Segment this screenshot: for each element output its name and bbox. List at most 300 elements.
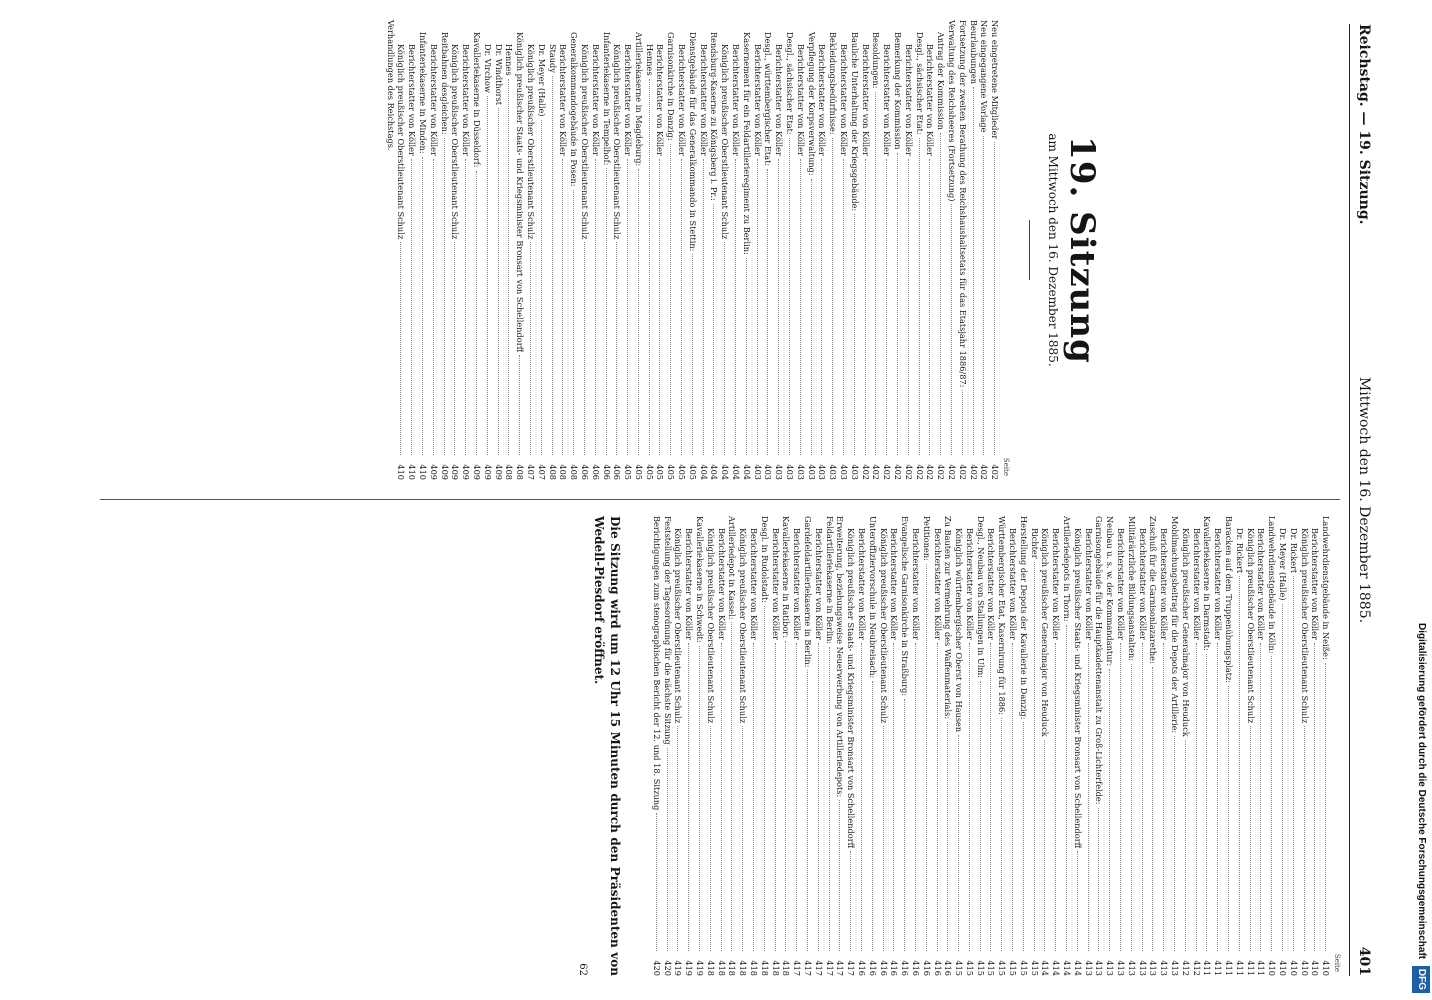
toc-entry-title: Desgl., sächsischer Etat: [785,32,796,135]
toc-leader-dots [800,159,801,455]
toc-entry [514,20,525,480]
toc-leader-dots [713,204,714,455]
toc-entry-title: Berichterstatter von Köller [1213,528,1224,640]
toc-leader-dots [1304,726,1305,951]
toc-entry-title: Neubau u. s. w. der Kommandantur: [1105,516,1116,667]
column-divider [100,499,1340,500]
toc-entry-page: 420 [651,960,662,976]
toc-leader-dots [915,643,916,951]
toc-entry-page: 403 [752,464,763,480]
toc-entry-title: Zuschuß für die Garnisonlazarethe: [1148,516,1159,664]
toc-entry [687,20,698,480]
toc-leader-dots [919,138,920,455]
toc-leader-dots [940,133,941,455]
toc-entry-page: 408 [515,464,526,480]
toc-entry-title: Richter [1029,528,1040,559]
toc-entry-page: 413 [1105,960,1116,976]
toc-leader-dots [1034,562,1035,951]
toc-leader-dots [983,136,984,455]
toc-entry-title: Berichterstatter von Köller [684,528,695,640]
toc-entry [1310,516,1321,976]
toc-entry-page: 416 [910,960,921,976]
toc-entry [482,20,493,480]
toc-entry-page: 403 [839,464,850,480]
toc-entry-title: Verwaltung des Reichsheeres (Fortsetzung) [947,20,958,202]
toc-entry-title: Baracken auf dem Truppenübungsplatz: [1224,516,1235,684]
toc-entry [1245,516,1256,976]
toc-entry-title: Kavalleriekaserne in Schwedt: [694,516,705,643]
toc-entry-title: Berichterstatter von Köller [986,528,997,640]
toc-entry [824,516,835,976]
toc-entry-title: Erweiterung, beziehungsweise Neuerwerbung von Artilleriedepots: [835,516,846,798]
toc-entry [536,20,547,480]
toc-entry-title: Berichterstatter von Köller [1256,528,1267,640]
toc-entry-title: Berichterstatter von Köller [1051,528,1062,640]
toc-leader-dots [1271,656,1272,951]
toc-leader-dots [764,606,765,951]
toc-entry-title: Gardefeldartilleriekaserne in Berlin: [802,516,813,668]
toc-leader-dots [667,748,668,951]
toc-entry [558,20,569,480]
toc-entry-page: 416 [921,960,932,976]
toc-entry-title: Verpflegung der Korpsverwaltung: [806,32,817,176]
toc-entry-title: Berichterstatter von Köller [1191,528,1202,640]
toc-entry-page: 405 [633,464,644,480]
toc-entry-title: Königlich preußischer Oberstlieutenant Schulz [579,44,590,240]
toc-entry-page: 416 [943,960,954,976]
toc-entry-page: 417 [792,960,803,976]
toc-entry-page: 402 [936,464,947,480]
toc-entry [406,20,417,480]
toc-entry [791,516,802,976]
toc-entry-title: Evangelische Garnisonkirche in Straßburg: [900,516,911,697]
toc-leader-dots [677,726,678,951]
toc-entry-page: 414 [1062,960,1073,976]
toc-leader-dots [1152,667,1153,951]
toc-entry [709,20,720,480]
toc-entry [460,20,471,480]
toc-leader-dots [670,144,671,455]
toc-entry-page: 415 [1008,960,1019,976]
toc-entry [968,20,979,480]
toc-entry [727,516,738,976]
toc-entry [964,516,975,976]
toc-entry-page: 403 [817,464,828,480]
toc-entry [737,516,748,976]
toc-entry [953,516,964,976]
toc-leader-dots [573,190,574,455]
toc-leader-dots [973,87,974,455]
toc-entry-page: 403 [828,464,839,480]
toc-leader-dots [1055,643,1056,951]
toc-leader-dots [411,159,412,455]
toc-entry-page: 405 [655,464,666,480]
toc-entry-page: 410 [417,464,428,480]
toc-entry [986,516,997,976]
toc-entry-title: Berichterstatter von Köller [932,528,943,640]
toc-entry-title: Berichterstatter von Köller [428,44,439,156]
toc-entry-page: 408 [504,464,515,480]
seite-label-left: Seite [1002,457,1010,476]
page-header [1349,24,1376,976]
toc-leader-dots [811,179,812,455]
toc-entry-page: 403 [785,464,796,480]
toc-leader-dots [649,79,650,455]
toc-entry [892,20,903,480]
toc-entry [1288,516,1299,976]
toc-leader-dots [778,159,779,455]
toc-leader-dots [1228,686,1229,951]
toc-entry-page: 406 [612,464,623,480]
toc-leader-dots [1109,669,1110,951]
toc-entry-title: Unteroffiziervorschule in Neubreisach: [867,516,878,679]
toc-entry [921,516,932,976]
toc-entry-title: Berichterstatter von Köller [792,528,803,640]
toc-leader-dots [1325,663,1326,951]
toc-entry-page: 405 [623,464,634,480]
toc-entry-title: Berichterstatter von Köller [1159,528,1170,640]
toc-entry-page: 414 [1072,960,1083,976]
toc-entry-title: Berichterstatter von Köller [752,44,763,156]
toc-entry-title: Berichterstatter von Köller [860,44,871,156]
toc-leader-dots [1217,643,1218,951]
toc-entry [1137,516,1148,976]
toc-leader-dots [785,641,786,951]
toc-entry-page: 410 [396,464,407,480]
toc-entry [871,20,882,480]
toc-entry-page: 409 [428,464,439,480]
toc-entry-page: 406 [579,464,590,480]
toc-entry-page: 409 [482,464,493,480]
toc-entry-page: 410 [407,464,418,480]
toc-entry-page: 402 [925,464,936,480]
toc-entry-title: Dr. Meyer (Halle) [536,44,547,117]
toc-entry-title: Berichterstatter von Köller [903,44,914,156]
toc-entry-title: Berichterstatter von Köller [748,528,759,640]
toc-entry-title: Mobilmachungsbeitrag für die Depots der Artillerie: [1170,516,1181,734]
toc-leader-dots [498,108,499,455]
toc-entry-title: Königlich preußischer Oberstlieutenant Schulz [450,44,461,240]
toc-entry [547,20,558,480]
toc-leader-dots [937,643,938,951]
toc-entry-page: 410 [1267,960,1278,976]
toc-leader-dots [1066,625,1067,951]
toc-entry [845,516,856,976]
toc-leader-dots [1077,851,1078,951]
toc-leader-dots [829,647,830,951]
toc-entry-title: Rendsburg-Kaserne zu Königsberg i. Pr.: [709,32,720,201]
toc-entry-page: 418 [705,960,716,976]
toc-entry-title: Königlich preußischer Staats- und Kriegsminister Bronsart von Schellendorff [1072,528,1083,849]
toc-entry [1040,516,1051,976]
toc-leader-dots [433,159,434,455]
toc-entry-page: 416 [932,960,943,976]
toc-leader-dots [775,643,776,951]
toc-entry-page: 410 [1310,960,1321,976]
toc-entry-title: Fortsetzung der zweiten Berathung des Reichshaushaltsetats für das Etatsjahr 1886/87: [957,20,968,388]
toc-leader-dots [746,258,747,455]
toc-leader-dots [947,722,948,951]
toc-entry-title: Dienstgebäude für das Generalkommando in Stettin: [687,32,698,252]
toc-entry-page: 403 [795,464,806,480]
toc-entry [741,20,752,480]
page-mark: 62 [577,963,588,976]
toc-entry-title: Garnisonkirche in Danzig: [666,32,677,141]
toc-entry-page: 420 [662,960,673,976]
toc-entry-page: 413 [1170,960,1181,976]
toc-leader-dots [562,159,563,455]
toc-leader-dots [796,643,797,951]
toc-entry-page: 402 [882,464,893,480]
toc-entry-title: Zu Bauten zur Vermehrung des Waffenmaterials: [943,516,954,720]
toc-entry-title: Kavalleriekaserne in Ratibor: [781,516,792,638]
right-column [576,516,1342,976]
toc-entry-page: 416 [878,960,889,976]
toc-entry [935,20,946,480]
toc-entry-page: 404 [709,464,720,480]
toc-entry-title: Neu eingegangene Vorlage [979,20,990,133]
toc-leader-dots [530,242,531,455]
toc-entry-title: Kavalleriekaserne in Darmstadt: [1202,516,1213,651]
toc-entry-page: 413 [1083,960,1094,976]
toc-entry-title: Antrag der Kommission [936,32,947,130]
toc-leader-dots [1239,576,1240,951]
toc-leader-dots [1206,654,1207,951]
toc-entry-page: 416 [856,960,867,976]
toc-entry-page: 418 [727,960,738,976]
toc-entry-page: 418 [716,960,727,976]
toc-entry-page: 407 [536,464,547,480]
toc-entry-title: Bekleidungsbedürfnisse: [828,32,839,135]
toc-entry-page: 413 [1137,960,1148,976]
toc-leader-dots [660,159,661,455]
toc-leader-dots [757,159,758,455]
toc-entry-page: 415 [997,960,1008,976]
toc-entry-title: Reitbahnen desgleichen: [439,32,450,135]
toc-entry-page: 402 [957,464,968,480]
toc-entry [817,20,828,480]
toc-entry-page: 413 [1148,960,1159,976]
toc-entry-page: 403 [763,464,774,480]
toc-entry-page: 406 [590,464,601,480]
toc-entry [867,516,878,976]
toc-entry-title: Berichterstatter von Köller [964,528,975,640]
toc-leader-dots [908,159,909,455]
toc-leader-dots [487,96,488,455]
toc-entry-page: 409 [450,464,461,480]
toc-entry-title: Berichterstatter von Köller [731,44,742,156]
toc-entry [1083,516,1094,976]
toc-entry-page: 415 [1018,960,1029,976]
toc-leader-dots [958,735,959,951]
toc-entry-title: Landwehrdienstgebäude in Köln: [1267,516,1278,654]
toc-entry [1277,516,1288,976]
toc-entry [925,20,936,480]
toc-entry-title: Berichterstatter von Köller [716,528,727,640]
toc-leader-dots [807,670,808,951]
toc-leader-dots [1131,664,1132,951]
dfg-credit-text: Digitalisierung gefördert durch die Deutsche Forschungsgemeinschaft [1416,622,1427,960]
session-opening-text: Die Sitzung wird um 12 Uhr 15 Minuten durch den Präsidenten von Wedell-Piesdorf eröffnet. [592,516,622,976]
toc-leader-dots [883,726,884,951]
toc-entry-page: 409 [461,464,472,480]
toc-entry [1007,516,1018,976]
toc-entry [827,20,838,480]
toc-leader-dots [897,153,898,455]
toc-leader-dots [1023,722,1024,951]
toc-entry [1234,516,1245,976]
toc-leader-dots [724,242,725,455]
toc-entry [1266,516,1277,976]
toc-entry-page: 403 [774,464,785,480]
toc-entry [910,516,921,976]
toc-entry-title: Berichterstatter von Köller [1008,528,1019,640]
toc-entry [838,20,849,480]
toc-entry-title: Berichterstatter von Köller [655,44,666,156]
toc-leader-dots [422,157,423,455]
toc-entry-title: Petitionen: [921,516,932,561]
toc-entry-page: 417 [802,960,813,976]
toc-entry [601,20,612,480]
toc-entry [493,20,504,480]
toc-entry [651,516,662,976]
toc-entry-page: 403 [849,464,860,480]
toc-entry-title: Infanteriekaserne in Minden: [417,32,428,154]
toc-entry-page: 415 [964,960,975,976]
toc-entry-title: Berichterstatter von Köller [839,44,850,156]
dfg-credit [1412,8,1430,993]
toc-entry-title: Königlich preußischer Oberstlieutenant Schulz [396,44,407,240]
toc-entry-page: 410 [1288,960,1299,976]
toc-entry-title: Desgl., sächsischer Etat: [914,32,925,135]
toc-leader-dots [692,254,693,455]
toc-leader-dots [1120,643,1121,951]
toc-entry [860,20,871,480]
toc-entry [957,20,968,480]
toc-entry [1061,516,1072,976]
toc-entry [932,516,943,976]
toc-entry-title: Berichterstatter von Köller [813,528,824,640]
toc-entry-title: Desgl., württembergischer Etat: [763,32,774,167]
toc-entry-page: 417 [835,960,846,976]
toc-entry [849,20,860,480]
toc-entry-title: Königlich preußischer Oberstlieutenant Schulz [525,44,536,240]
toc-entry-page: 404 [731,464,742,480]
toc-entry-title: Königlich preußischer Staats- und Kriegsminister Bronsart von Schellendorff [846,528,857,849]
toc-entry [770,516,781,976]
toc-entry [1223,516,1234,976]
toc-entry-page: 408 [547,464,558,480]
toc-leader-dots [1142,643,1143,951]
toc-entry-page: 415 [975,960,986,976]
toc-leader-dots [703,159,704,455]
toc-entry-title: Kavalleriekaserne in Düsseldorf: [471,32,482,168]
toc-entry [504,20,515,480]
toc-leader-dots [893,643,894,951]
toc-leader-dots [980,681,981,951]
toc-entry-page: 417 [824,960,835,976]
toc-leader-dots [476,171,477,455]
toc-entry-title: Garnisongebäude für die Hauptkadettenanstalt zu Groß-Lichterfelde: [1094,516,1105,805]
toc-entry [856,516,867,976]
toc-entry-page: 418 [781,960,792,976]
toc-leader-dots [638,169,639,455]
toc-entry [997,516,1008,976]
toc-entry [1158,516,1169,976]
toc-entry [748,516,759,976]
toc-entry-title: Berichterstatter von Köller [1083,528,1094,640]
toc-entry-title: Beurlaubungen [968,20,979,84]
dfg-logo-icon: DFG [1412,966,1430,993]
toc-entry-page: 416 [867,960,878,976]
toc-entry-title: Königlich preußischer Oberstlieutenant Schulz [1245,528,1256,724]
toc-entry [622,20,633,480]
toc-entry-page: 402 [871,464,882,480]
toc-entry-page: 415 [954,960,965,976]
toc-entry-page: 417 [813,960,824,976]
toc-entry-title: Artilleriedepot in Kassel: [727,516,738,620]
toc-leader-dots [595,159,596,455]
toc-entry [655,20,666,480]
title-rule [1029,220,1030,280]
toc-leader-dots [1012,643,1013,951]
toc-entry-page: 402 [860,464,871,480]
toc-leader-dots [688,643,689,951]
toc-entry-page: 402 [903,464,914,480]
toc-leader-dots [584,242,585,455]
toc-leader-dots [1163,643,1164,951]
toc-entry [802,516,813,976]
toc-leader-dots [1098,808,1099,951]
toc-leader-dots [552,76,553,455]
toc-entry-page: 411 [1202,960,1213,976]
toc-leader-dots [1250,726,1251,951]
toc-entry [781,516,792,976]
toc-entry-page: 402 [968,464,979,480]
toc-entry-title: Desgl., Neubau von Stallungen in Ulm: [975,516,986,679]
toc-entry-page: 409 [493,464,504,480]
toc-entry-page: 404 [698,464,709,480]
toc-entry-title: Kasernement für ein Feldartillerieregiment zu Berlin: [741,32,752,255]
toc-entry-title: Berichterstatter von Köller [774,44,785,156]
toc-entry [1320,516,1331,976]
toc-entry [889,516,900,976]
toc-entry-page: 405 [666,464,677,480]
toc-entry [946,20,957,480]
toc-entry [525,20,536,480]
toc-entry [759,516,770,976]
toc-entry-title: Berichterstatter von Köller [1137,528,1148,640]
toc-leader-dots [843,159,844,455]
toc-entry [1050,516,1061,976]
toc-leader-dots [832,138,833,455]
dfg-sidebar [1412,8,1430,993]
toc-entry [903,20,914,480]
session-subtitle: am Mittwoch den 16. Dezember 1885. [1046,133,1060,367]
toc-entry [683,516,694,976]
toc-entry [385,20,396,480]
toc-leader-dots [767,169,768,455]
toc-entry [1212,516,1223,976]
toc-entry-page: 408 [569,464,580,480]
toc-entry-page: 405 [687,464,698,480]
toc-entry-title: Hennes [644,44,655,76]
header-date: Mittwoch den 16. Dezember 1885. [1356,376,1372,624]
toc-entry-title: Dr. Meyer (Halle) [1278,528,1289,601]
toc-entry [813,516,824,976]
toc-leader-dots [886,159,887,455]
toc-leader-dots [1260,643,1261,951]
